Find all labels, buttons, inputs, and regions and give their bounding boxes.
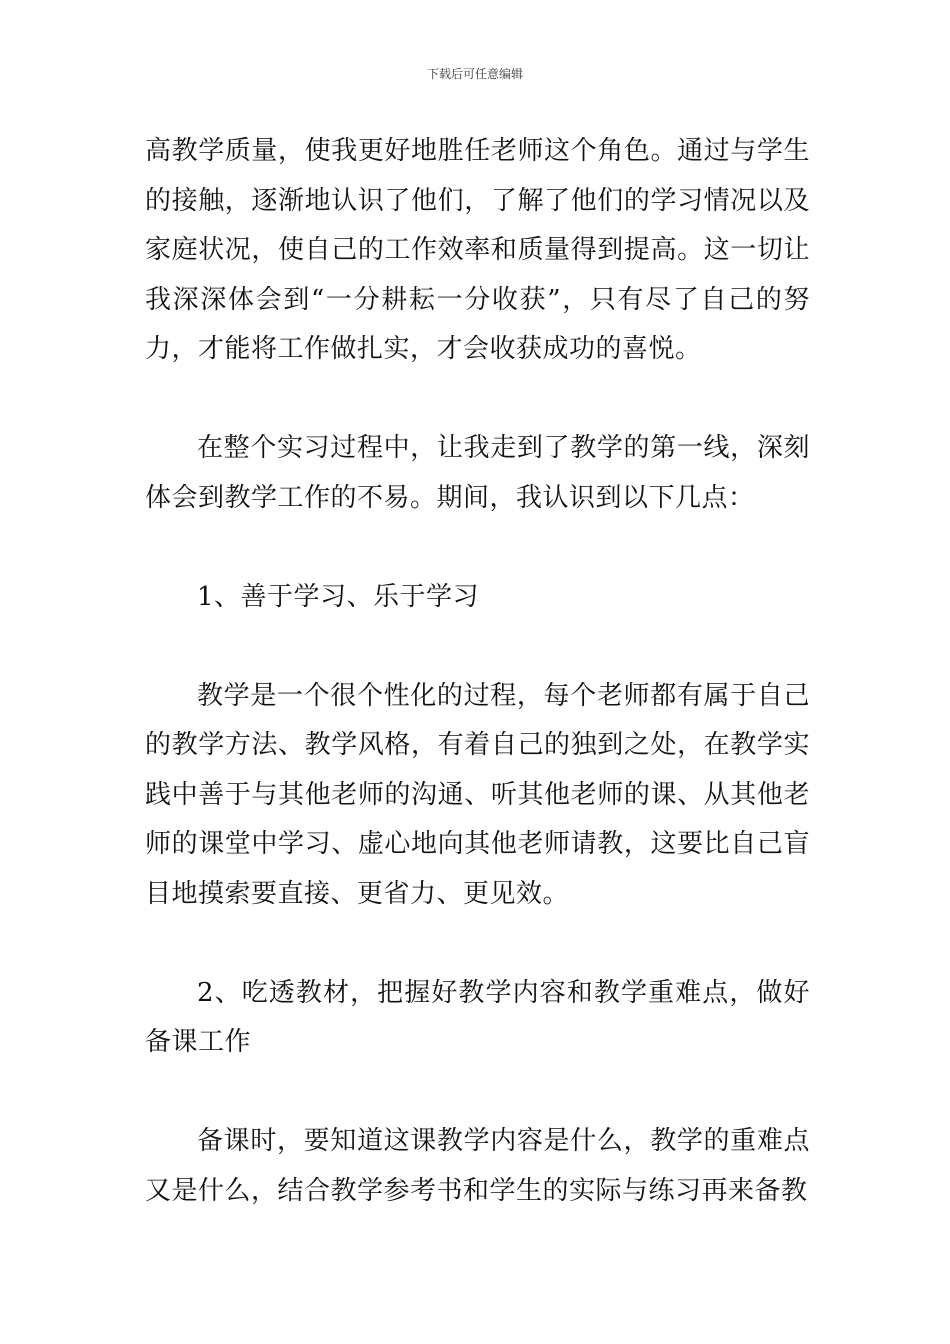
paragraph-4: 备课时，要知道这课教学内容是什么，教学的重难点又是什么，结合教学参考书和学生的实际与练习再来备教	[145, 1126, 810, 1206]
paragraph-gap	[145, 1068, 810, 1118]
heading-point-2: 2、吃透教材，把握好教学内容和教学重难点，做好备课工作	[145, 977, 810, 1057]
paragraph-2: 在整个实习过程中，让我走到了教学的第一线，深刻体会到教学工作的不易。期间，我认识到以下几点：	[145, 433, 810, 513]
paragraph-gap	[145, 622, 810, 672]
paragraph-gap	[145, 523, 810, 573]
header-note: 下载后可任意编辑	[426, 67, 523, 81]
paragraph-3: 教学是一个很个性化的过程，每个老师都有属于自己的教学方法、教学风格，有着自己的独到之处，在教学实践中善于与其他老师的沟通、听其他老师的课、从其他老师的课堂中学习、虚心地向其他老师请教，这要比自己盲目地摸索要直接、更省力、更见效。	[145, 680, 810, 909]
heading-point-1: 1、善于学习、乐于学习	[197, 581, 480, 612]
paragraph-1: 高教学质量，使我更好地胜任老师这个角色。通过与学生的接触，逐渐地认识了他们，了解了他们的学习情况以及家庭状况，使自己的工作效率和质量得到提高。这一切让我深深体会到“一分耕耘一分收获”，只有尽了自己的努力，才能将工作做扎实，才会收获成功的喜悦。	[145, 136, 810, 364]
paragraph-gap	[145, 375, 810, 425]
document-body	[145, 127, 810, 1216]
paragraph-gap	[145, 919, 810, 969]
